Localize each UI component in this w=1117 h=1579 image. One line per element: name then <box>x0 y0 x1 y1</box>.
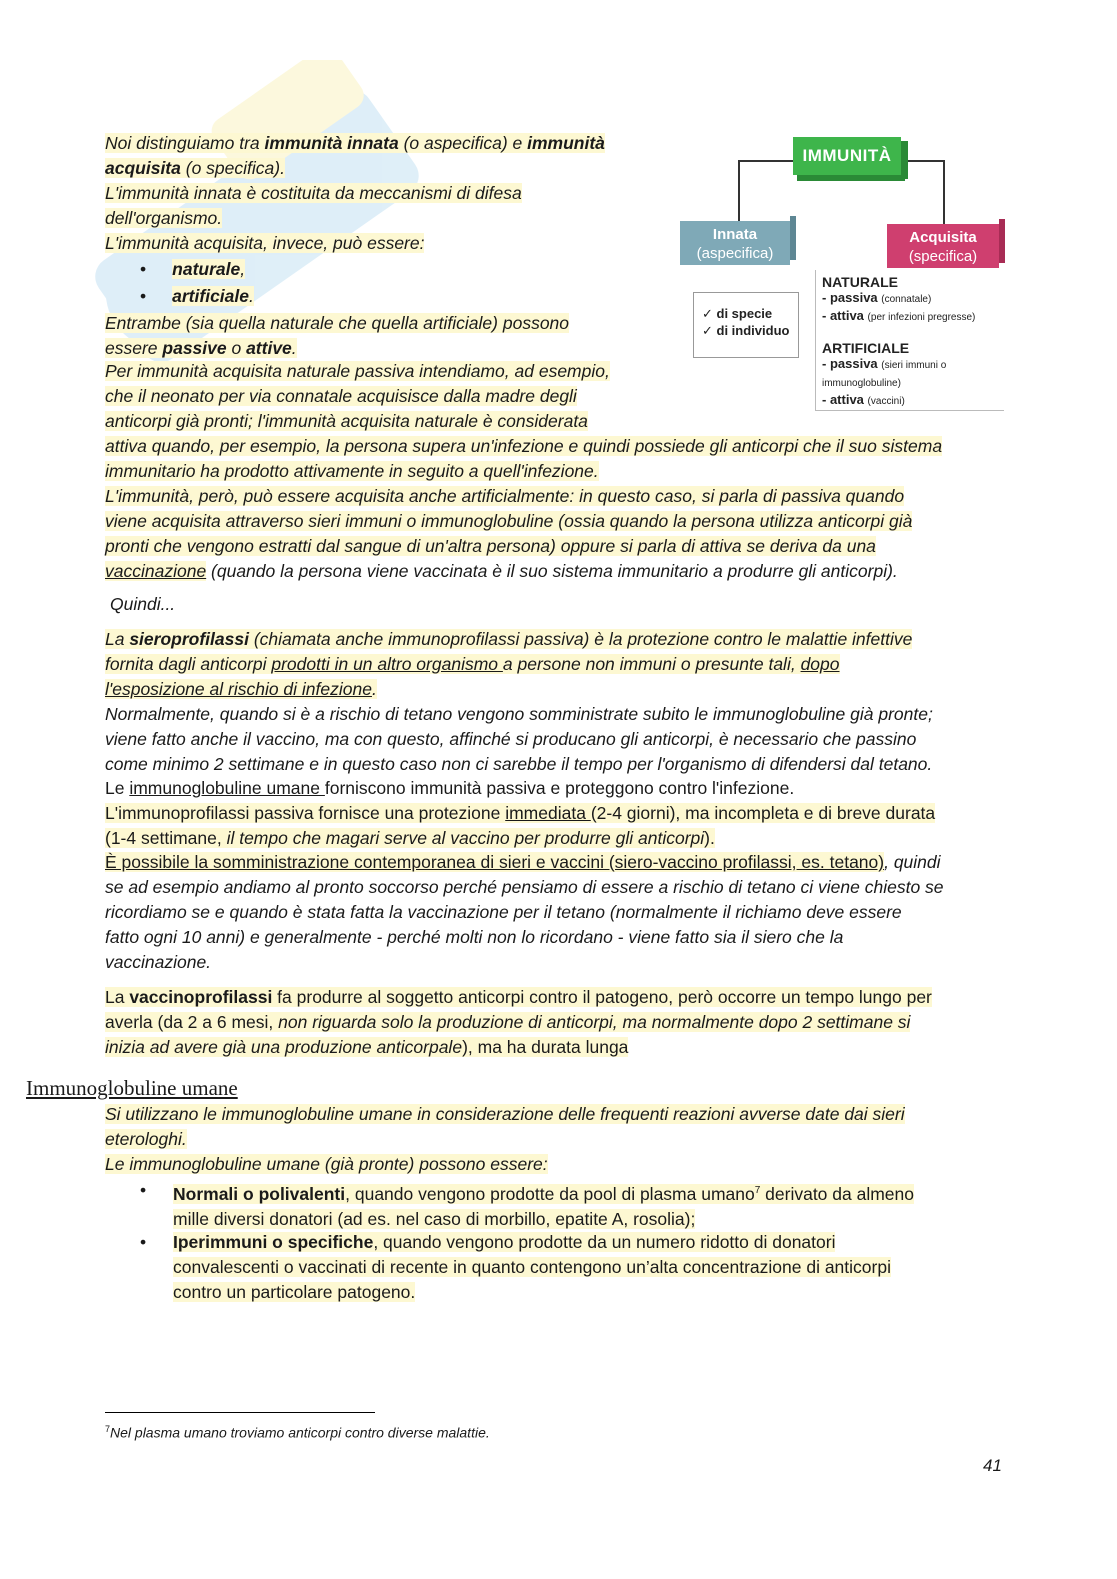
intro-para-4: Entrambe (sia quella naturale che quella artificiale) possono essere passive o attive. <box>105 313 570 358</box>
bullet-normali: • Normali o polivalenti, quando vengono prodotte da pool di plasma umano$^7$ derivato da almeno mille diversi donatori (ad es. nel caso di morbillo, epatite A, rosolia); <box>140 1180 915 1229</box>
intro-para-5: Per immunità acquisita naturale passiva intendiamo, ad esempio, che il neonato per via connatale acquisisce dalla madre degli anticorpi già pronti; l'immunità acquisita naturale è considerata attiva quando, per esempio, la persona supera un'infezione e quindi possiede gli anticorpi che il suo sistema immunitario ha prodotto attivamente in seguito a quell'infezione. <box>105 361 943 481</box>
diagram-root-label: IMMUNITÀ <box>802 146 892 165</box>
diagram-innata-box <box>680 221 790 265</box>
sieroprofilassi-para: La sieroprofilassi (chiamata anche immunoprofilassi passiva) è la protezione contro le malattie infettive fornita dagli anticorpi prodotti in un altro organismo a persone non immuni o presunte tali, dopo l'esposizione al rischio di infezione. <box>105 629 913 699</box>
intro-para-6: L'immunità, però, può essere acquisita anche artificialmente: in questo caso, si parla di passiva quando viene acquisita attraverso sieri immuni o immunoglobuline (ossia quando la persona utilizza anticorpi già pronti che vengono estratti dal sangue di un'altra persona) oppure si parla di attiva se deriva da una vaccinazione (quando la persona viene vaccinata è il suo sistema immunitario a produrre gli anticorpi). <box>105 486 913 581</box>
bullet-iperimmuni: • Iperimmuni o specifiche, quando vengono prodotte da un numero ridotto di donatori convalescenti o vaccinati di recente in quanto contengono un’alta concentrazione di anticorpi contro un particolare patogeno. <box>140 1232 891 1302</box>
innata-title: Innata <box>712 226 758 243</box>
immunoprofilassi-passiva-para: L'immunoprofilassi passiva fornisce una protezione immediata (2-4 giorni), ma incompleta e di breve durata (1-4 settimane, il tempo che magari serve al vaccino per produrre gli anticorpi). <box>105 803 936 848</box>
intro-para-3: L'immunità acquisita, invece, può essere: <box>105 233 425 253</box>
immunoglobuline-umane-line: Le immunoglobuline umane forniscono immunità passiva e proteggono contro l'infezione. <box>105 778 795 798</box>
bullet-naturale: • naturale, <box>140 259 246 279</box>
diagram-acquisita-box <box>887 224 999 268</box>
naturale-heading: NATURALE <box>822 274 898 290</box>
siero-vaccino-para: È possibile la somministrazione contemporanea di sieri e vaccini (siero-vaccino profilassi, es. tetano), quindi se ad esempio andiamo al pronto soccorso perché pensiamo di essere a rischio di tetano ci viene chiesto se ricordiamo se e quando è stata fatta la vaccinazione per il tetano (normalmente il richiamo deve essere fatto ogni 10 anni) e generalmente - perché molti non lo ricordano - viene fatto sia il siero che la vaccinazione. <box>105 852 944 972</box>
diagram-root-box <box>793 137 901 175</box>
check-icon: ✓ <box>702 323 717 338</box>
section-para-1: Si utilizzano le immunoglobuline umane in considerazione delle frequenti reazioni avverse date dai sieri eterologhi. <box>105 1104 905 1149</box>
tetano-para: Normalmente, quando si è a rischio di tetano vengono somministrate subito le immunoglobuline già pronte; viene fatto anche il vaccino, ma con questo, affinché si producano gli anticorpi, è necessario che passino come minimo 2 settimane e in questo caso non ci sarebbe il tempo per l'organismo di difendersi dal tetano. <box>105 704 933 774</box>
section-heading: Immunoglobuline umane <box>26 1076 238 1100</box>
quindi-text: Quindi... <box>110 594 176 614</box>
vaccinoprofilassi-para: La vaccinoprofilassi fa produrre al soggetto anticorpi contro il patogeno, però occorre un tempo lungo per averla (da 2 a 6 mesi, non riguarda solo la produzione di anticorpi, ma normalmente dopo 2 settimane si inizia ad avere già una produzione anticorpale), ma ha durata lunga <box>105 987 932 1057</box>
intro-para-2: L'immunità innata è costituita da meccanismi di difesa dell'organismo. <box>105 183 522 228</box>
section-para-2: Le immunoglobuline umane (già pronte) possono essere: <box>105 1154 548 1174</box>
innata-subtitle: (aspecifica) <box>696 245 774 262</box>
diagram-connector <box>738 160 740 222</box>
artificiale-heading: ARTIFICIALE <box>822 340 910 356</box>
acquisita-title: Acquisita <box>909 229 977 246</box>
bullet-artificiale: • artificiale. <box>140 286 254 306</box>
footnote-separator <box>105 1412 375 1413</box>
innata-types-box: ✓ di specie ✓ di individuo <box>693 292 799 358</box>
footnote: $^7$Nel plasma umano troviamo anticorpi contro diverse malattie. <box>105 1424 490 1441</box>
page-number: 41 <box>983 1456 1002 1475</box>
acquisita-types-box: NATURALE - passiva (connatale) - attiva (per infezioni pregresse) ARTIFICIALE - passiva (sieri immuni o immunoglobuline) - attiva (vaccini) <box>815 270 1004 411</box>
diagram-connector <box>943 160 945 224</box>
acquisita-subtitle: (specifica) <box>908 248 978 265</box>
intro-para-1: Noi distinguiamo tra immunità innata (o aspecifica) e immunità acquisita (o specifica). <box>105 133 605 178</box>
check-icon: ✓ <box>702 306 717 321</box>
diagram-connector <box>738 160 794 162</box>
